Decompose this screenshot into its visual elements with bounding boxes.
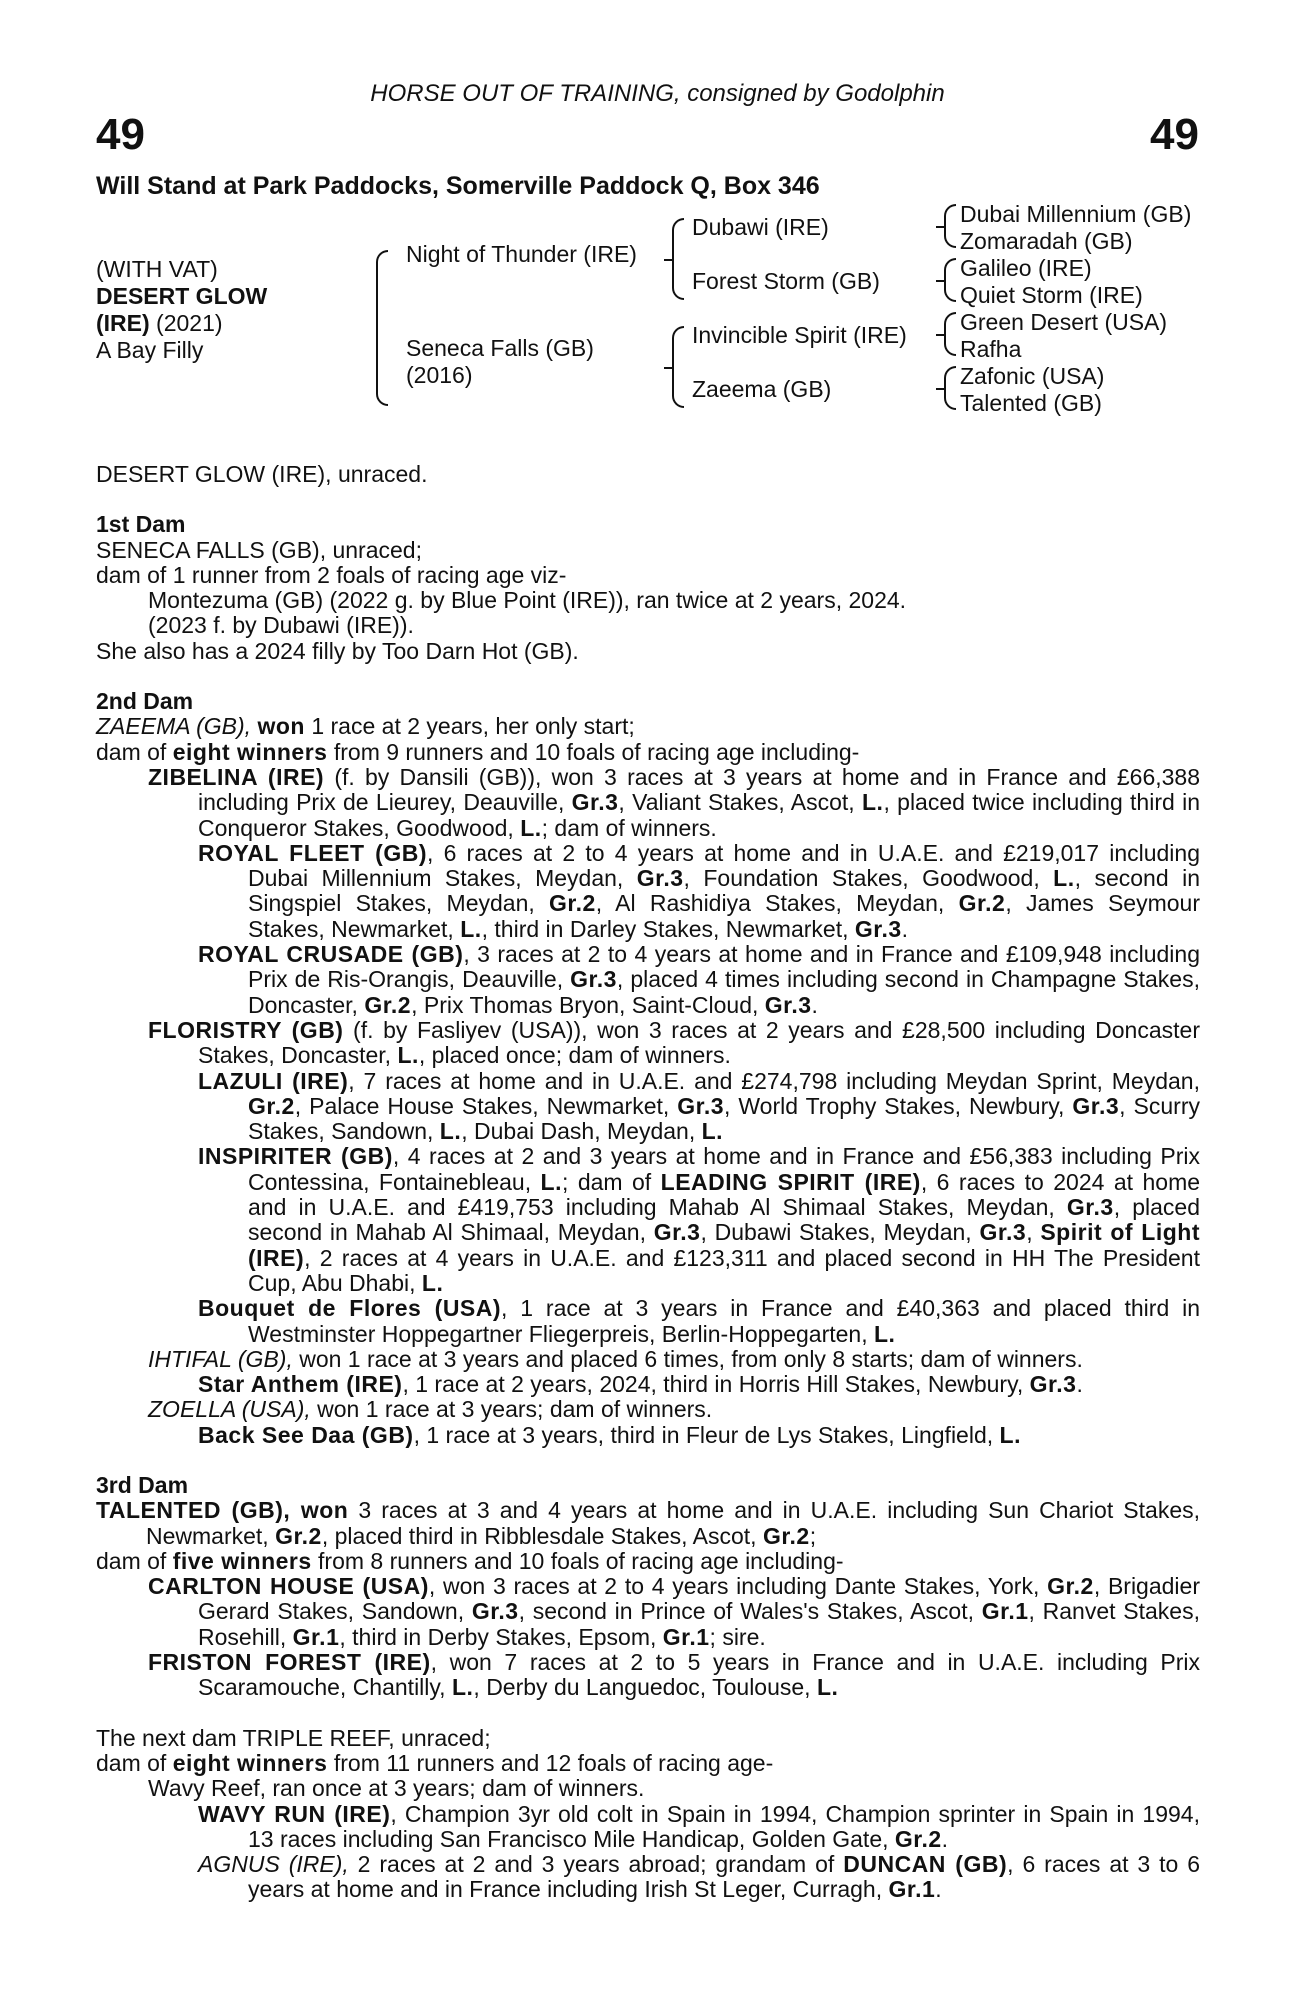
pedigree-brace-ggp-1 bbox=[944, 204, 956, 248]
first-dam-foal-1: Montezuma (GB) (2022 g. by Blue Point (IRE)), ran twice at 2 years, 2024. bbox=[148, 587, 907, 614]
ggp-4: Quiet Storm (IRE) bbox=[960, 282, 1143, 308]
horse-name: DESERT GLOW bbox=[96, 283, 268, 309]
ggp-2: Zomaradah (GB) bbox=[960, 228, 1133, 254]
second-dam-line: ZAEEMA (GB), won 1 race at 2 years, her only start; bbox=[96, 713, 635, 740]
ggp-6: Rafha bbox=[960, 336, 1022, 362]
second-dam-heading: 2nd Dam bbox=[96, 688, 194, 715]
entry-royal-crusade: ROYAL CRUSADE (GB), 3 races at 2 to 4 years at home and in France and £109,948 including Prix de Ris-Orangis, Deauville, Gr.3, placed 4 times including second in Champagne Stakes, Doncaster, Gr.2, Prix Thomas Bryon, Saint-Cloud, Gr.3. bbox=[198, 941, 1200, 1018]
third-dam-heading: 3rd Dam bbox=[96, 1471, 189, 1498]
first-dam-heading: 1st Dam bbox=[96, 511, 186, 538]
entry-floristry: FLORISTRY (GB) (f. by Fasliyev (USA)), won 3 races at 2 years and £28,500 including Doncaster Stakes, Doncaster, L., placed once; dam of winners. bbox=[148, 1016, 1200, 1069]
entry-wavy-run: WAVY RUN (IRE), Champion 3yr old colt in Spain in 1994, Champion sprinter in Spain in 1994, 13 races including San Francisco Mile Handicap, Golden Gate, Gr.2. bbox=[198, 1800, 1200, 1852]
entry-zoella: ZOELLA (USA), won 1 race at 3 years; dam of winners. bbox=[148, 1396, 713, 1423]
entry-back-see-daa: Back See Daa (GB), 1 race at 3 years, third in Fleur de Lys Stakes, Lingfield, L. bbox=[198, 1421, 1021, 1448]
entry-bouquet-de-flores: Bouquet de Flores (USA), 1 race at 3 years in France and £40,363 and placed third in Westminster Hoppegartner Fliegerpreis, Berlin-Hoppegarten, L. bbox=[198, 1295, 1200, 1347]
second-dam-produce: dam of eight winners from 9 runners and 10 foals of racing age including- bbox=[96, 738, 860, 765]
next-dam-line: The next dam TRIPLE REEF, unraced; bbox=[96, 1724, 491, 1751]
entry-zibelina: ZIBELINA (IRE) (f. by Dansili (GB)), won 3 races at 3 years at home and in France and £66,388 including Prix de Lieurey, Deauville, Gr.3, Valiant Stakes, Ascot, L., placed twice including third in Conqueror Stakes, Goodwood, L.; dam of winners. bbox=[148, 763, 1200, 841]
consignor-line: HORSE OUT OF TRAINING, consigned by Godolphin bbox=[370, 80, 945, 107]
pedigree-brace-ggp-2 bbox=[944, 258, 956, 302]
sire: Night of Thunder (IRE) bbox=[406, 241, 637, 267]
dam-sire: Invincible Spirit (IRE) bbox=[692, 322, 907, 348]
entry-star-anthem: Star Anthem (IRE), 1 race at 2 years, 2024, third in Horris Hill Stakes, Newbury, Gr.3. bbox=[198, 1371, 1083, 1398]
entry-friston-forest: FRISTON FOREST (IRE), won 7 races at 2 to 5 years in France and in U.A.E. including Prix Scaramouche, Chantilly, L., Derby du Languedoc, Toulouse, L. bbox=[148, 1649, 1200, 1701]
produce-record bbox=[96, 462, 1200, 1903]
subject-horse bbox=[96, 256, 267, 364]
pedigree-brace-sire bbox=[672, 218, 684, 300]
sire-sire: Dubawi (IRE) bbox=[692, 214, 829, 240]
entry-royal-fleet: ROYAL FLEET (GB), 6 races at 2 to 4 years at home and in U.A.E. and £219,017 including Dubai Millennium Stakes, Meydan, Gr.3, Foundation Stakes, Goodwood, L., second in Singspiel Stakes, Meydan, Gr.2, Al Rashidiya Stakes, Meydan, Gr.2, James Seymour Stakes, Newmarket, L., third in Darley Stakes, Newmarket, Gr.3. bbox=[198, 839, 1201, 942]
ggp-5: Green Desert (USA) bbox=[960, 309, 1168, 335]
first-dam-produce: dam of 1 runner from 2 foals of racing age viz- bbox=[96, 561, 567, 588]
intro-line: DESERT GLOW (IRE), unraced. bbox=[96, 461, 428, 487]
first-dam-foal-2: (2023 f. by Dubawi (IRE)). bbox=[148, 612, 414, 639]
ggp-1: Dubai Millennium (GB) bbox=[960, 201, 1192, 227]
entry-ihtifal: IHTIFAL (GB), won 1 race at 3 years and placed 6 times, from only 8 starts; dam of winners. bbox=[148, 1345, 1083, 1372]
vat-note: (WITH VAT) bbox=[96, 256, 218, 282]
entry-carlton-house: CARLTON HOUSE (USA), won 3 races at 2 to 4 years including Dante Stakes, York, Gr.2, Brigadier Gerard Stakes, Sandown, Gr.3, second in Prince of Wales's Stakes, Ascot, Gr.1, Ranvet Stakes, Rosehill, Gr.1, third in Derby Stakes, Epsom, Gr.1; sire. bbox=[148, 1573, 1200, 1650]
entry-inspiriter: INSPIRITER (GB), 4 races at 2 and 3 years at home and in France and £56,383 including Prix Contessina, Fontainebleau, L.; dam of LEADING SPIRIT (IRE), 6 races to 2024 at home and in U.A.E. and £419,753 including Mahab Al Shimaal Stakes, Meydan, Gr.3, placed second in Mahab Al Shimaal, Meydan, Gr.3, Dubawi Stakes, Meydan, Gr.3, Spirit of Light (IRE), 2 races at 4 years in U.A.E. and £123,311 and placed second in HH The President Cup, Abu Dhabi, L. bbox=[198, 1143, 1201, 1296]
stabling-location: Will Stand at Park Paddocks, Somerville Paddock Q, Box 346 bbox=[96, 172, 820, 200]
lot-number-right: 49 bbox=[1150, 110, 1199, 159]
entry-lazuli: LAZULI (IRE), 7 races at home and in U.A.E. and £274,798 including Meydan Sprint, Meydan, Gr.2, Palace House Stakes, Newmarket, Gr.3, World Trophy Stakes, Newbury, Gr.3, Scurry Stakes, Sandown, L., Dubai Dash, Meydan, L. bbox=[198, 1067, 1200, 1145]
third-dam-produce: dam of five winners from 8 runners and 10 foals of racing age including- bbox=[96, 1547, 844, 1574]
dam: Seneca Falls (GB) (2016) bbox=[406, 335, 594, 388]
ggp-7: Zafonic (USA) bbox=[960, 363, 1105, 389]
sire-dam: Forest Storm (GB) bbox=[692, 268, 880, 294]
lot-number-left: 49 bbox=[96, 110, 145, 159]
first-dam-line: SENECA FALLS (GB), unraced; bbox=[96, 536, 422, 563]
horse-name-suffix: (IRE) (2021) bbox=[96, 310, 223, 336]
first-dam-note: She also has a 2024 filly by Too Darn Hot (GB). bbox=[96, 637, 579, 664]
pedigree-brace-ggp-3 bbox=[944, 312, 956, 356]
next-dam-produce: dam of eight winners from 11 runners and 12 foals of racing age- bbox=[96, 1749, 774, 1776]
pedigree-brace-dam bbox=[672, 326, 684, 408]
entry-agnus: AGNUS (IRE), 2 races at 2 and 3 years abroad; grandam of DUNCAN (GB), 6 races at 3 to 6 years at home and in France including Irish St Leger, Curragh, Gr.1. bbox=[198, 1851, 1201, 1903]
pedigree-brace-ggp-4 bbox=[944, 366, 956, 410]
ggp-8: Talented (GB) bbox=[960, 390, 1102, 416]
pedigree-brace-main bbox=[376, 250, 388, 406]
entry-wavy-reef: Wavy Reef, ran once at 3 years; dam of winners. bbox=[148, 1775, 645, 1802]
ggp-3: Galileo (IRE) bbox=[960, 255, 1092, 281]
horse-description: A Bay Filly bbox=[96, 337, 204, 363]
third-dam-line: TALENTED (GB), won 3 races at 3 and 4 years at home and in U.A.E. including Sun Chariot Stakes, Newmarket, Gr.2, placed third in Ribblesdale Stakes, Ascot, Gr.2; bbox=[96, 1497, 1200, 1549]
dam-dam: Zaeema (GB) bbox=[692, 376, 832, 402]
